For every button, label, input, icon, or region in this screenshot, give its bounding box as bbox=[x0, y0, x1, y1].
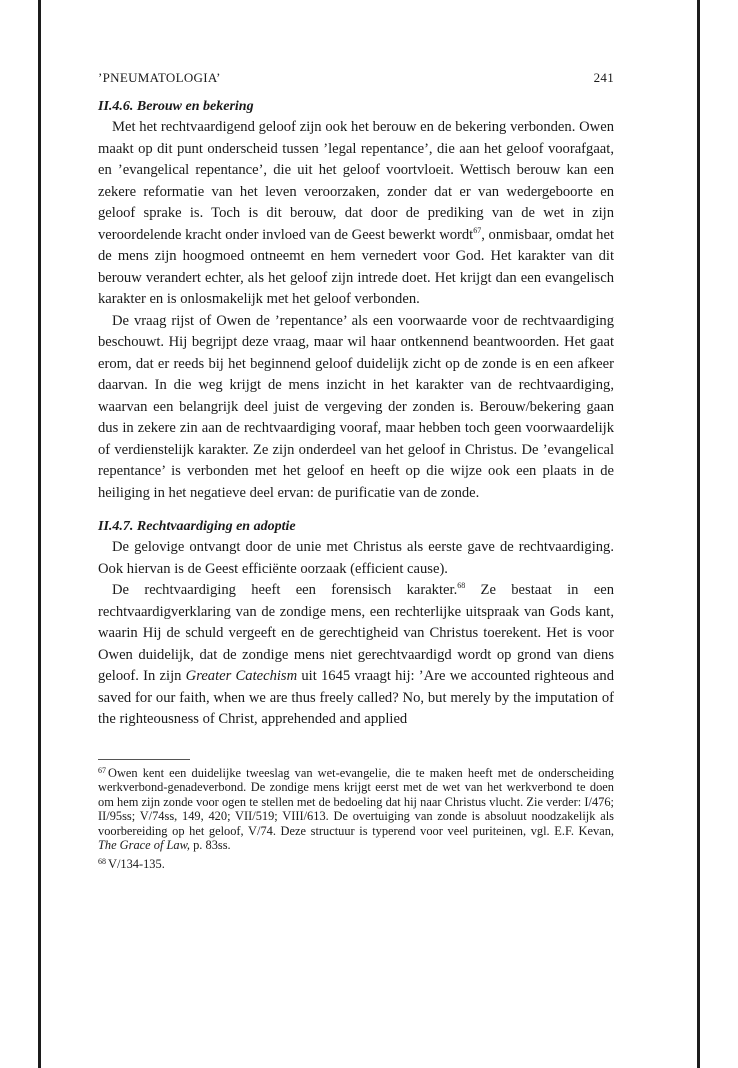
footnote-text: Owen kent een duidelijke tweeslag van wet-evangelie, die te maken heeft met de onderscheiding werkverbond-genadeverbond. De zondige mens krijgt eerst met de wet van het werkverbond te doen om hem zijn zonde voor ogen te stellen met de bedoeling dat hij naar Christus vlucht. Zie verder: I/476; II/95ss; V/74ss, 149, 420; VII/519; VIII/613. De overtuiging van zonde is absoluut noodzakelijk als voorbereiding op het geloof, V/74. Deze structuur is typerend voor veel puriteinen, vgl. E.F. Kevan, bbox=[98, 765, 614, 838]
paragraph-text: , onmisbaar, omdat het de mens zijn hoogmoed ontneemt en hem vernedert voor God. Het karakter van dit berouw verandert echter, als het geloof zijn intrede doet. Het krijgt dan een evangelisch karakter en is onlosmakelijk met het geloof verbonden. bbox=[98, 226, 615, 307]
paragraph bbox=[98, 117, 614, 311]
footnote-text: V/134-135. bbox=[108, 857, 165, 872]
footnote bbox=[98, 857, 614, 872]
paragraph bbox=[98, 580, 614, 731]
paragraph-text: Ze bestaat in een rechtvaardigverklaring van de zondige mens, een rechterlijke uitspraak van Gods kant, waarin Hij de schuld vergeeft en de gerechtigheid van Christus toerekent. Het is voor Owen duidelijk, dat de zondige mens niet gerechtvaardigd wordt op grond van diens geloof. In zijn bbox=[98, 582, 614, 684]
paragraph-text: De rechtvaardiging heeft een forensisch karakter. bbox=[112, 582, 458, 598]
footnote-number: 67 bbox=[98, 765, 106, 775]
page-number: 241 bbox=[593, 70, 614, 85]
paragraph: De gelovige ontvangt door de unie met Christus als eerste gave de rechtvaardiging. Ook hiervan is de Geest efficiënte oorzaak (efficient cause). bbox=[98, 539, 614, 577]
book-page bbox=[98, 70, 614, 872]
footnote-separator bbox=[98, 759, 190, 760]
section-heading-berouw: II.4.6. Berouw en bekering bbox=[98, 99, 254, 114]
scan-edge-left bbox=[38, 0, 41, 1068]
book-title: Greater Catechism bbox=[185, 668, 298, 684]
footnote-ref: 67 bbox=[473, 225, 482, 235]
scan-edge-right bbox=[697, 0, 700, 1068]
paragraph: De vraag rijst of Owen de ’repentance’ als een voorwaarde voor de rechtvaardiging beschouwt. Hij begrijpt deze vraag, maar wil haar ontkennend beantwoorden. Het gaat erom, dat er reeds bij het beginnend geloof duidelijk zicht op de zonde is en een afkeer daarvan. In die weg krijgt de mens inzicht in het karakter van de rechtvaardiging, waarvan een belangrijk deel juist de vergeving der zonden is. Berouw/bekering gaan dus in zekere zin aan de rechtvaardiging vooraf, maar hebben toch geen voorwaardelijk of verdienstelijk karakter. Ze zijn onderdeel van het geloof in Christus. De ’evangelical repentance’ is verbonden met het geloof en heeft op die wijze ook een plaats in de heiliging in het negatieve deel ervan: de purificatie van de zonde. bbox=[98, 312, 614, 501]
footnote-ref: 68 bbox=[457, 581, 466, 590]
paragraph-text: Met het rechtvaardigend geloof zijn ook het berouw en de bekering verbonden. Owen maakt op dit punt onderscheid tussen ’legal repentance’, die aan het geloof voorafgaat, en ’evangelical repentance’, die uit het geloof voortvloeit. Wettisch berouw kan een zekere reformatie van het leven veroorzaken, zonder dat er van wedergeboorte en geloof sprake is. Toch is dit berouw, dat door de prediking van de wet in zijn veroordelende kracht onder invloed van de Geest bewerkt wordt bbox=[98, 119, 614, 243]
running-title: ’PNEUMATOLOGIA’ bbox=[98, 70, 221, 85]
footnote-number: 68 bbox=[98, 857, 106, 867]
section-heading-rechtvaardiging: II.4.7. Rechtvaardiging en adoptie bbox=[98, 519, 296, 534]
running-header bbox=[98, 70, 614, 86]
footnote bbox=[98, 766, 614, 854]
footnote-text: p. 83ss. bbox=[190, 838, 231, 853]
paragraph-text: uit 1645 vraagt hij: ’Are we accounted righteous and saved for our faith, when we are thus freely called? No, but merely by the imputation of the righteousness of Christ, apprehended and applied bbox=[98, 668, 614, 727]
book-title: The Grace of Law, bbox=[98, 838, 191, 853]
